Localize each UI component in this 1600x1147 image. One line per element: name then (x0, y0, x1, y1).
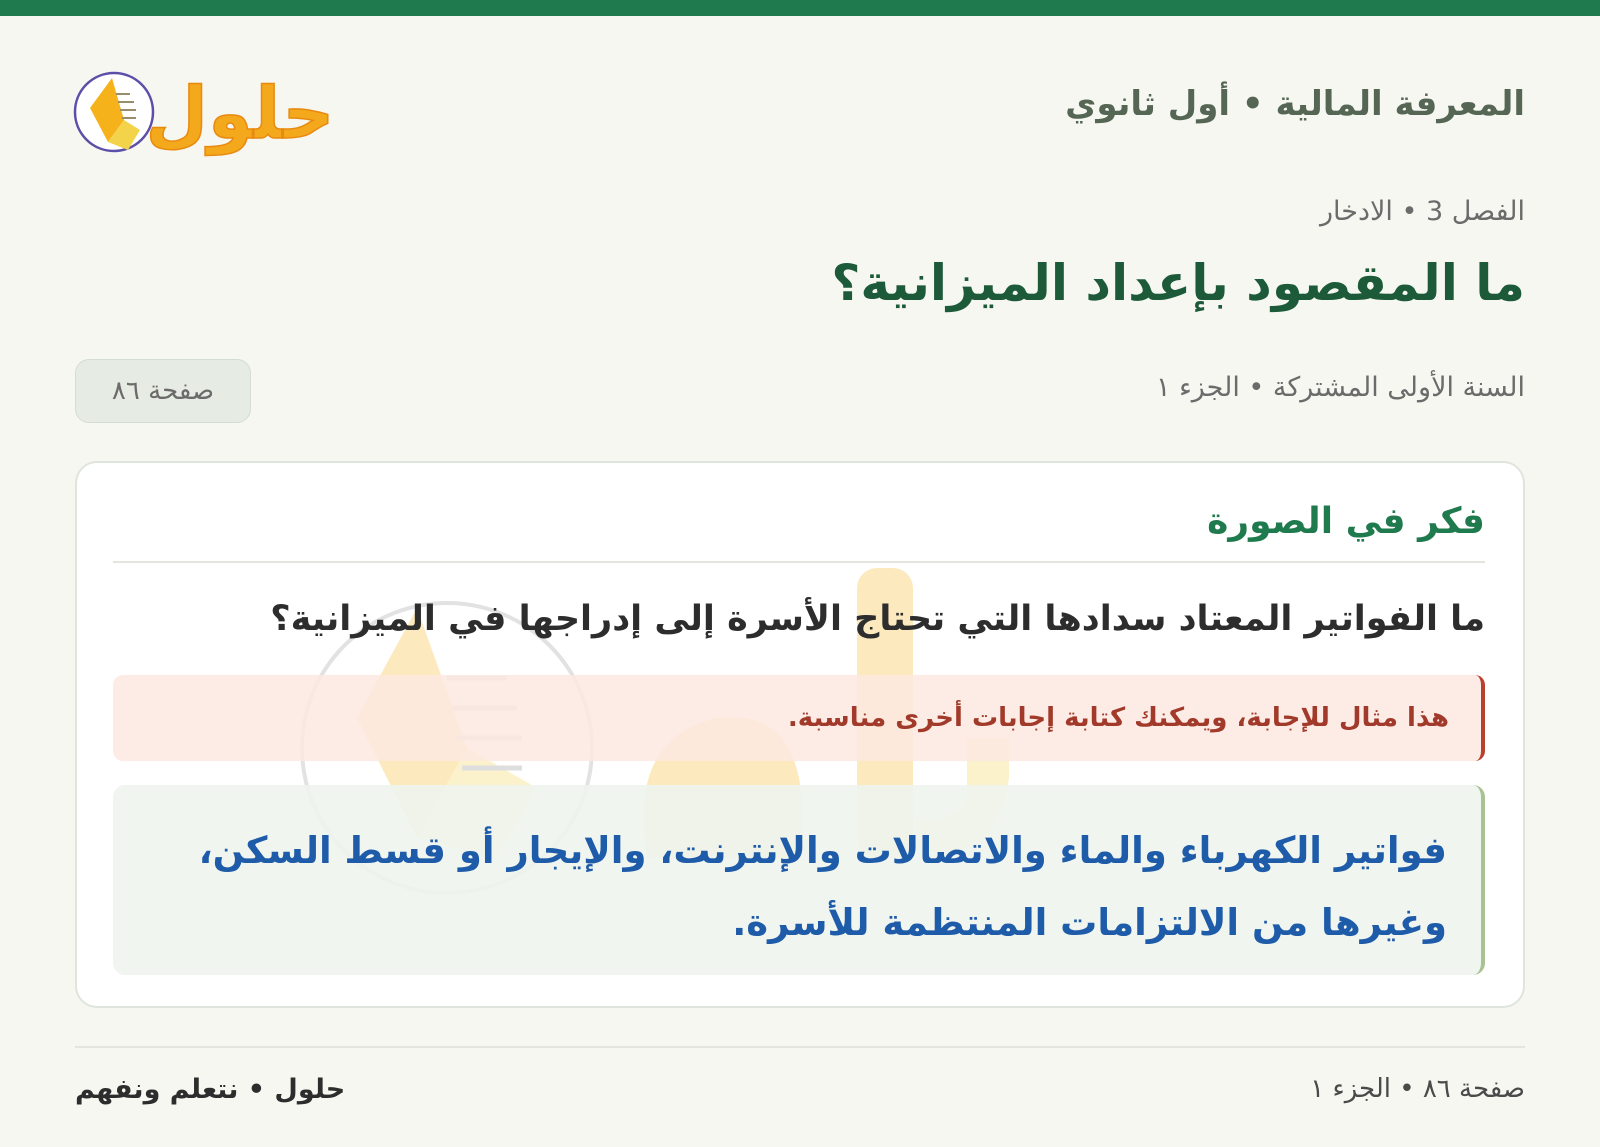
page-badge: صفحة ٨٦ (75, 359, 251, 423)
footer-page-info: صفحة ٨٦ • الجزء ١ (1310, 1074, 1525, 1104)
logo-text: حلول (145, 71, 335, 155)
hulul-logo[interactable] (72, 50, 337, 160)
footer-brand: حلول • نتعلم ونفهم (75, 1074, 346, 1105)
chapter-line: الفصل 3 • الادخار (1319, 196, 1525, 227)
footer-divider (75, 1046, 1525, 1048)
sample-answer-note (113, 675, 1485, 761)
card-heading: فكر في الصورة (1207, 501, 1485, 542)
exercise-card (75, 461, 1525, 1008)
top-accent-bar (0, 0, 1600, 16)
subject-title: المعرفة المالية • أول ثانوي (1065, 84, 1525, 124)
question-text: ما الفواتير المعتاد سدادها التي تحتاج الأسرة إلى إدراجها في الميزانية؟ (270, 599, 1485, 639)
answer-text: فواتير الكهرباء والماء والاتصالات والإنترنت، والإيجار أو قسط السكن، وغيرها من الالتزامات المنتظمة للأسرة. (198, 829, 1447, 944)
answer-box (113, 785, 1485, 975)
card-divider (113, 561, 1485, 563)
grade-part-line: السنة الأولى المشتركة • الجزء ١ (1155, 372, 1525, 403)
note-text: هذا مثال للإجابة، ويمكنك كتابة إجابات أخرى مناسبة. (787, 703, 1449, 733)
lesson-title: ما المقصود بإعداد الميزانية؟ (831, 254, 1525, 312)
